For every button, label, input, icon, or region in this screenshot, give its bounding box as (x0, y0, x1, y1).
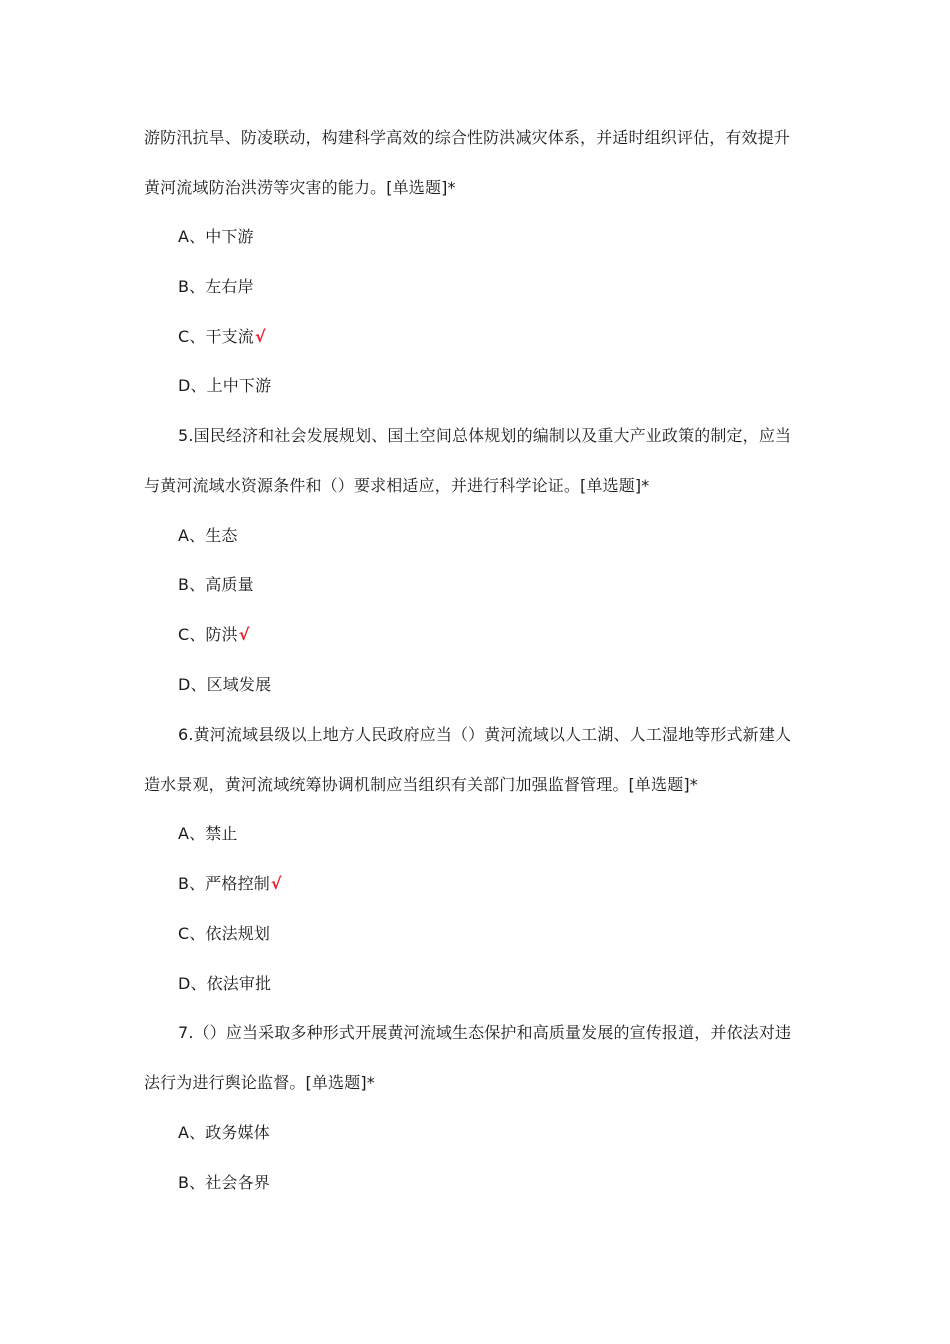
option-label: A、禁止 (178, 824, 238, 843)
q7-option-a (178, 1118, 778, 1148)
q7-stem-line-2: 法行为进行舆论监督。[单选题]* (144, 1073, 375, 1092)
option-label: B、左右岸 (178, 277, 254, 296)
q5-stem-line-1: 5.国民经济和社会发展规划、国土空间总体规划的编制以及重大产业政策的制定，应当 (178, 426, 792, 445)
q4-option-c (178, 322, 778, 352)
option-label: B、严格控制 (178, 874, 270, 893)
option-label: B、高质量 (178, 575, 254, 594)
option-label: C、依法规划 (178, 924, 271, 943)
option-label: D、区域发展 (178, 675, 272, 694)
q4-option-a (178, 222, 778, 252)
q4-option-b (178, 272, 778, 302)
option-label: C、干支流 (178, 327, 254, 346)
q6-stem-line-2: 造水景观，黄河流域统筹协调机制应当组织有关部门加强监督管理。[单选题]* (144, 775, 698, 794)
option-label: D、上中下游 (178, 376, 272, 395)
q7-stem-line-1: 7.（）应当采取多种形式开展黄河流域生态保护和高质量发展的宣传报道，并依法对违 (178, 1023, 792, 1042)
q6-option-c (178, 919, 778, 949)
q6-option-b (178, 869, 778, 899)
q4-stem-line-1: 游防汛抗旱、防凌联动，构建科学高效的综合性防洪减灾体系，并适时组织评估，有效提升 (144, 128, 791, 147)
option-label: B、社会各界 (178, 1173, 270, 1192)
q5-option-c (178, 620, 778, 650)
q5-option-a (178, 521, 778, 551)
q4-option-d (178, 371, 778, 401)
answer-check-icon: √ (254, 327, 266, 346)
answer-check-icon: √ (270, 874, 282, 893)
option-label: A、生态 (178, 526, 238, 545)
q4-stem-line-2: 黄河流域防治洪涝等灾害的能力。[单选题]* (144, 178, 456, 197)
q6-stem-line-1: 6.黄河流域县级以上地方人民政府应当（）黄河流域以人工湖、人工湿地等形式新建人 (178, 725, 792, 744)
option-label: C、防洪 (178, 625, 238, 644)
q5-option-d (178, 670, 778, 700)
option-label: A、政务媒体 (178, 1123, 270, 1142)
q6-option-a (178, 819, 778, 849)
option-label: D、依法审批 (178, 974, 272, 993)
q5-stem-line-2: 与黄河流域水资源条件和（）要求相适应，并进行科学论证。[单选题]* (144, 476, 650, 495)
q6-option-d (178, 969, 778, 999)
q5-option-b (178, 570, 778, 600)
answer-check-icon: √ (238, 625, 250, 644)
option-label: A、中下游 (178, 227, 254, 246)
q7-option-b (178, 1168, 778, 1198)
